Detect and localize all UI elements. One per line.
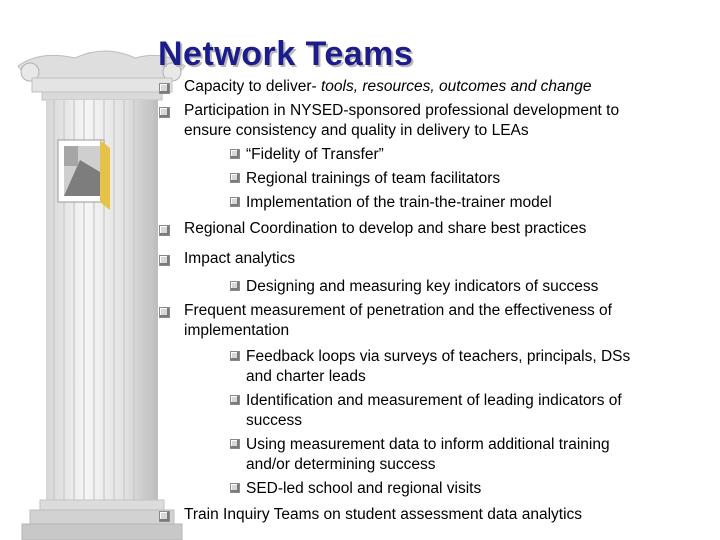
bullet-icon	[159, 255, 170, 266]
sub-bullet-leading-indicators-line2: success	[246, 412, 302, 429]
slide-title: Network Teams	[158, 35, 414, 73]
bullet-icon	[159, 511, 170, 522]
bullet-capacity	[184, 77, 592, 97]
sub-bullet-key-indicators-text: Designing and measuring key indicators of success	[246, 278, 599, 295]
bullet-icon	[230, 483, 240, 493]
sub-bullet-fidelity	[230, 145, 384, 165]
sub-bullet-leading-indicators-text: Identification and measurement of leading indicators of	[246, 392, 622, 409]
logo-badge-icon	[58, 140, 110, 210]
sub-bullet-key-indicators	[230, 277, 598, 297]
bullet-capacity-italic: tools, resources, outcomes and change	[320, 78, 592, 95]
bullet-icon	[230, 395, 240, 405]
bullet-icon	[230, 439, 240, 449]
bullet-icon	[230, 281, 240, 291]
bullet-participation-line2: ensure consistency and quality in delivery to LEAs	[184, 122, 529, 139]
bullet-impact-analytics: Impact analytics	[184, 250, 296, 267]
sub-bullet-measurement-data	[230, 435, 610, 455]
bullet-regional-coordination: Regional Coordination to develop and share best practices	[184, 220, 587, 237]
sub-bullet-feedback-loops-text: Feedback loops via surveys of teachers, principals, DSs	[246, 348, 631, 365]
sub-bullet-feedback-loops-line2: and charter leads	[246, 368, 366, 385]
bullet-icon	[159, 307, 170, 318]
bullet-icon	[230, 173, 240, 183]
bullet-icon	[159, 83, 170, 94]
bullet-icon	[230, 149, 240, 159]
bullet-inquiry-teams: Train Inquiry Teams on student assessment data analytics	[184, 506, 583, 523]
sub-bullet-sed-visits	[230, 479, 481, 499]
column-illustration	[0, 0, 200, 540]
sub-bullet-train-the-trainer-text: Implementation of the train-the-trainer model	[246, 194, 552, 211]
bullet-capacity-text: Capacity to deliver-	[184, 78, 321, 95]
sub-bullet-measurement-data-line2: and/or determining success	[246, 456, 436, 473]
bullet-frequent-measurement-line2: implementation	[184, 322, 290, 339]
sub-bullet-sed-visits-text: SED-led school and regional visits	[246, 480, 482, 497]
bullet-participation-line1: Participation in NYSED-sponsored professional development to	[184, 102, 620, 119]
bullet-icon	[159, 107, 170, 118]
sub-bullet-fidelity-text: “Fidelity of Transfer”	[246, 146, 384, 163]
bullet-frequent-measurement-line1: Frequent measurement of penetration and the effectiveness of	[184, 302, 612, 319]
bullet-icon	[230, 197, 240, 207]
sub-bullet-leading-indicators	[230, 391, 622, 411]
sub-bullet-feedback-loops	[230, 347, 630, 367]
sub-bullet-measurement-data-text: Using measurement data to inform additional training	[246, 436, 610, 453]
bullet-icon	[230, 351, 240, 361]
sub-bullet-regional-trainings	[230, 169, 500, 189]
sub-bullet-train-the-trainer	[230, 193, 552, 213]
sub-bullet-regional-trainings-text: Regional trainings of team facilitators	[246, 170, 501, 187]
bullet-icon	[159, 225, 170, 236]
